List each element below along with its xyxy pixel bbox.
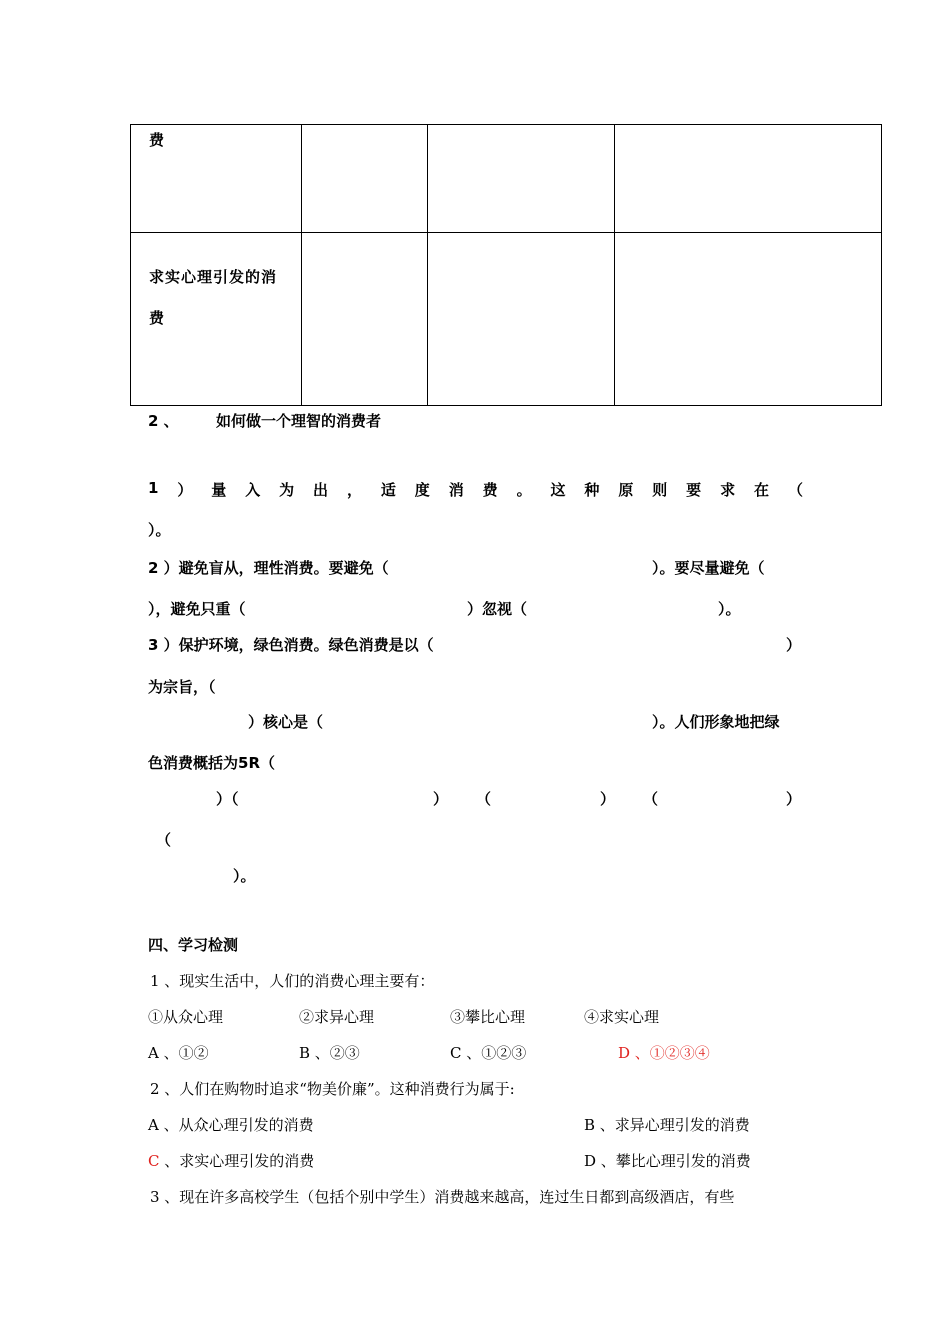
paragraph-2-d: ）忽视（	[467, 600, 528, 618]
paragraph-3-d: ）核心是（	[248, 713, 324, 731]
paragraph-1-char: ）	[177, 481, 193, 499]
section-heading: 如何做一个理智的消费者	[216, 412, 382, 430]
paragraph-1-char: 原	[618, 481, 634, 499]
q2-option-c-text: 、求实心理引发的消费	[159, 1152, 315, 1170]
section-heading-4: 四、学习检测	[148, 936, 239, 954]
cell-label	[131, 233, 301, 338]
paragraph-3-f: 色消费概括为5R（	[148, 754, 275, 772]
blank-paren: ）	[786, 790, 802, 808]
paragraph-1	[148, 479, 803, 500]
table-row	[131, 125, 882, 233]
paragraph-2-c: ），避免只重（	[148, 600, 246, 618]
blank-paren: ）	[433, 790, 449, 808]
paragraph-2-e: ）。	[718, 600, 741, 618]
q2-option-d: D 、攀比心理引发的消费	[584, 1152, 751, 1170]
question-2: 2 、人们在购物时追求“物美价廉”。这种消费行为属于:	[150, 1080, 515, 1098]
table-cell	[302, 233, 428, 406]
table-cell	[615, 233, 882, 406]
cell-label-line: 费	[149, 309, 165, 327]
paragraph-1-char: 1	[148, 479, 159, 497]
table-cell	[615, 125, 882, 233]
q1-item: ①从众心理	[148, 1008, 224, 1026]
q1-item: ④求实心理	[584, 1008, 660, 1026]
paragraph-1-char: 在	[754, 481, 770, 499]
paragraph-3-c: 为宗旨，（	[148, 678, 216, 696]
q1-option-d-answer: D 、①②③④	[618, 1044, 710, 1062]
section-number: 2 、	[148, 412, 179, 430]
table-cell	[302, 125, 428, 233]
paragraph-3-a: 3 ）保护环境，绿色消费。绿色消费是以（	[148, 636, 434, 654]
question-3: 3 、现在许多高校学生（包括个别中学生）消费越来越高，连过生日都到高级酒店，有些	[150, 1188, 735, 1206]
q1-item: ③攀比心理	[450, 1008, 526, 1026]
q2-option-c	[148, 1150, 314, 1171]
paragraph-1-char: 量	[211, 481, 227, 499]
q1-option-b: B 、②③	[299, 1044, 360, 1062]
table-cell	[131, 233, 302, 406]
paragraph-1-char: ，	[346, 481, 362, 499]
table-cell	[131, 125, 302, 233]
table-cell	[428, 125, 615, 233]
cell-label: 费	[149, 131, 165, 149]
paragraph-1-char: 求	[720, 481, 736, 499]
paragraph-1-char: 要	[686, 481, 702, 499]
q2-option-b: B 、求异心理引发的消费	[584, 1116, 750, 1134]
paragraph-1-char: 适	[380, 481, 396, 499]
paragraph-1-char: 则	[652, 481, 668, 499]
q2-option-c-letter: C	[148, 1152, 160, 1170]
paragraph-1-char: （	[787, 481, 803, 499]
blank-paren: （	[476, 790, 492, 808]
paragraph-3-b: ）	[786, 636, 802, 654]
paragraph-1-char: 。	[516, 481, 532, 499]
paragraph-2-b: ）。要尽量避免（	[652, 559, 765, 577]
paragraph-1-char: 消	[448, 481, 464, 499]
blank-paren: （	[156, 831, 172, 849]
blank-paren: （	[643, 790, 659, 808]
blank-paren: ）（	[216, 790, 239, 808]
cell-label-line: 求实心理引发的消	[149, 268, 278, 286]
consumption-table	[130, 124, 882, 406]
paragraph-1-char: 为	[279, 481, 295, 499]
q1-item: ②求异心理	[299, 1008, 375, 1026]
paragraph-3-e: ）。人们形象地把绿	[652, 713, 780, 731]
paragraph-1-char: 这	[550, 481, 566, 499]
blank-paren: ）	[600, 790, 616, 808]
blank-paren: ）。	[233, 867, 256, 885]
table-row	[131, 233, 882, 406]
table-cell	[428, 233, 615, 406]
question-1: 1 、现实生活中，人们的消费心理主要有：	[150, 972, 435, 990]
paragraph-1-char: 入	[245, 481, 261, 499]
paragraph-1-end: ）。	[148, 521, 171, 539]
q1-option-c: C 、①②③	[450, 1044, 527, 1062]
paragraph-1-char: 种	[584, 481, 600, 499]
q1-option-a: A 、①②	[148, 1044, 209, 1062]
paragraph-1-char: 出	[313, 481, 329, 499]
paragraph-1-char: 费	[482, 481, 498, 499]
q2-option-a: A 、从众心理引发的消费	[148, 1116, 314, 1134]
paragraph-1-char: 度	[414, 481, 430, 499]
paragraph-2-a: 2 ）避免盲从，理性消费。要避免（	[148, 559, 389, 577]
